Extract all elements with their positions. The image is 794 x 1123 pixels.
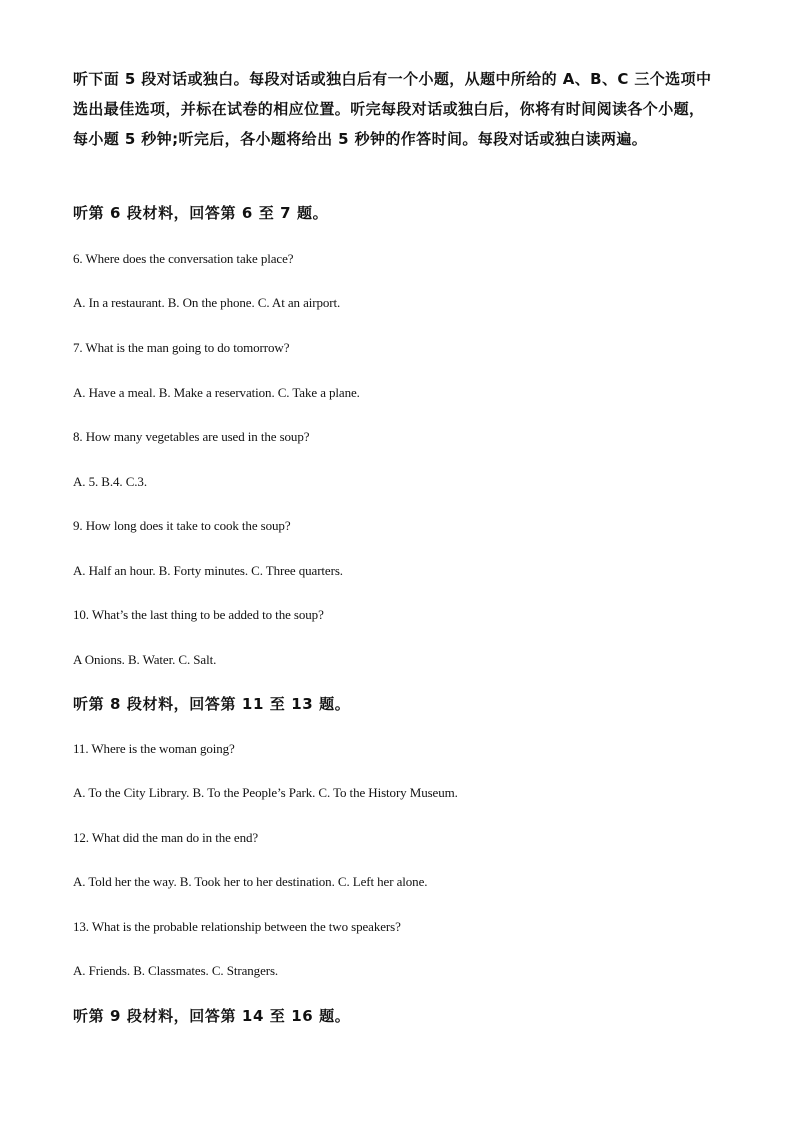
options-9: A. Half an hour. B. Forty minutes. C. Three quarters. [73, 563, 343, 578]
question-9: 9. How long does it take to cook the soup? [73, 518, 291, 533]
options-6: A. In a restaurant. B. On the phone. C. At an airport. [73, 295, 341, 310]
question-13: 13. What is the probable relationship between the two speakers? [73, 919, 401, 934]
instructions-paragraph: 听下面 5 段对话或独白。每段对话或独白后有一个小题，从题中所给的 A、B、C 三个选项中选出最佳选项，并标在试卷的相应位置。听完每段对话或独白后，你将有时间阅读各个小题，每小题 5 秒钟;听完后，各小题将给出 5 秒钟的作答时间。每段对话或独白读两遍。 [73, 70, 712, 148]
options-12: A. Told her the way. B. Took her to her destination. C. Left her alone. [73, 874, 428, 889]
section-heading-6: 听第 6 段材料，回答第 6 至 7 题。 [73, 204, 329, 222]
options-7: A. Have a meal. B. Make a reservation. C. Take a plane. [73, 385, 360, 400]
options-8: A. 5. B.4. C.3. [73, 474, 147, 489]
options-10: A Onions. B. Water. C. Salt. [73, 652, 217, 667]
question-10: 10. What’s the last thing to be added to the soup? [73, 607, 324, 622]
question-11: 11. Where is the woman going? [73, 741, 235, 756]
section-heading-8: 听第 8 段材料，回答第 11 至 13 题。 [73, 695, 351, 713]
question-12: 12. What did the man do in the end? [73, 830, 259, 845]
question-6: 6. Where does the conversation take place? [73, 251, 294, 266]
options-11: A. To the City Library. B. To the People’s Park. C. To the History Museum. [73, 785, 458, 800]
question-8: 8. How many vegetables are used in the soup? [73, 429, 310, 444]
question-7: 7. What is the man going to do tomorrow? [73, 340, 290, 355]
options-13: A. Friends. B. Classmates. C. Strangers. [73, 963, 279, 978]
section-heading-9: 听第 9 段材料，回答第 14 至 16 题。 [73, 1007, 351, 1025]
